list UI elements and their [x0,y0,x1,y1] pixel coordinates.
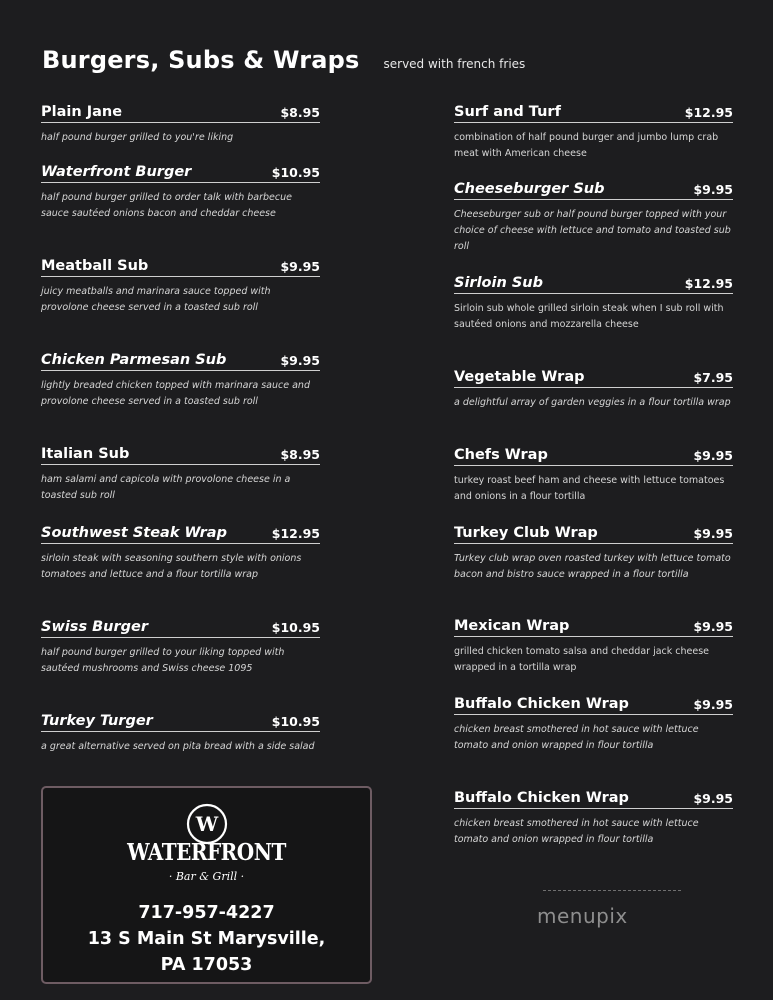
address-line-2: PA 17053 [160,955,253,975]
menu-item [454,612,733,690]
menu-item [454,175,733,269]
item-name: Buffalo Chicken Wrap [454,790,629,806]
item-price: $9.95 [693,791,733,806]
item-name: Chicken Parmesan Sub [41,352,227,368]
item-name: Surf and Turf [454,104,561,120]
logo-name: WATERFRONT [127,838,286,866]
menu-item [454,441,733,519]
item-description: ham salami and capicola with provolone cheese in a toasted sub roll [41,474,291,501]
item-price: $7.95 [693,370,733,385]
item-name: Swiss Burger [41,619,149,635]
item-description: juicy meatballs and marinara sauce topped with provolone cheese served in a toasted sub roll [41,286,271,313]
item-name: Sirloin Sub [454,275,543,291]
item-price: $9.95 [693,182,733,197]
item-price: $12.95 [271,526,320,541]
item-price: $10.95 [271,165,320,180]
logo-letter: W [195,812,218,836]
section-title: Burgers, Subs & Wraps [42,46,360,74]
item-name: Turkey Turger [41,713,153,729]
item-name: Mexican Wrap [454,618,570,634]
item-price: $9.95 [280,353,320,368]
item-price: $8.95 [280,447,320,462]
item-price: $9.95 [693,526,733,541]
item-price: $12.95 [684,276,733,291]
item-description: Sirloin sub whole grilled sirloin steak when I sub roll with sautéed onions and mozzarella cheese [454,303,724,330]
item-price: $9.95 [693,619,733,634]
logo-tagline: · Bar & Grill · [168,870,245,883]
restaurant-info-box [41,786,372,984]
menu-item [41,346,320,440]
menu-item [41,613,320,707]
item-description: half pound burger grilled to you're liking [41,132,234,143]
menupix-watermark: menupix [537,904,628,928]
menu-header [42,46,525,74]
menu-item [41,707,320,767]
item-description: a great alternative served on pita bread with a side salad [41,741,315,752]
right-menu-column [454,98,733,864]
menu-item [41,440,320,519]
item-description: Turkey club wrap oven roasted turkey with lettuce tomato bacon and bistro sauce wrapped in a flour tortilla [454,553,731,580]
item-description: lightly breaded chicken topped with marinara sauce and provolone cheese served in a toasted sub roll [41,380,310,407]
item-price: $9.95 [693,448,733,463]
item-name: Italian Sub [41,446,130,462]
item-name: Cheeseburger Sub [454,181,605,197]
item-description: a delightful array of garden veggies in a flour tortilla wrap [454,397,731,408]
address-line-1: 13 S Main St Marysville, [87,929,326,949]
left-menu-column [41,98,320,767]
watermark-divider [543,890,681,891]
menu-item [454,269,733,363]
menu-item [454,784,733,864]
item-price: $10.95 [271,714,320,729]
item-description: chicken breast smothered in hot sauce with lettuce tomato and onion wrapped in flour tortilla [454,818,699,845]
item-name: Meatball Sub [41,258,149,274]
menu-item [41,98,320,158]
item-description: grilled chicken tomato salsa and cheddar jack cheese wrapped in a tortilla wrap [454,646,709,673]
item-name: Waterfront Burger [41,164,192,180]
item-price: $10.95 [271,620,320,635]
item-name: Plain Jane [41,104,123,120]
menu-item [41,158,320,252]
item-price: $9.95 [280,259,320,274]
phone-number[interactable]: 717-957-4227 [138,903,275,923]
item-description: half pound burger grilled to order talk with barbecue sauce sautéed onions bacon and cheddar cheese [41,192,292,219]
item-description: chicken breast smothered in hot sauce with lettuce tomato and onion wrapped in flour tortilla [454,724,699,751]
item-description: Cheeseburger sub or half pound burger topped with your choice of cheese with lettuce and tomato and toasted sub roll [454,209,731,252]
item-price: $9.95 [693,697,733,712]
menu-item [454,363,733,441]
item-name: Southwest Steak Wrap [41,525,227,541]
item-name: Turkey Club Wrap [454,525,598,541]
item-name: Chefs Wrap [454,447,548,463]
item-price: $8.95 [280,105,320,120]
item-name: Buffalo Chicken Wrap [454,696,629,712]
menu-item [41,519,320,613]
item-description: sirloin steak with seasoning southern style with onions tomatoes and lettuce and a flour tortilla wrap [41,553,302,580]
section-subtitle: served with french fries [383,57,526,71]
menu-item [454,98,733,175]
item-description: combination of half pound burger and jumbo lump crab meat with American cheese [454,132,719,159]
item-name: Vegetable Wrap [454,369,585,385]
menu-item [454,519,733,612]
item-description: half pound burger grilled to your liking topped with sautéed mushrooms and Swiss cheese 1095 [41,647,285,674]
item-price: $12.95 [684,105,733,120]
menu-item [41,252,320,346]
menu-item [454,690,733,784]
item-description: turkey roast beef ham and cheese with lettuce tomatoes and onions in a flour tortilla [454,475,725,502]
